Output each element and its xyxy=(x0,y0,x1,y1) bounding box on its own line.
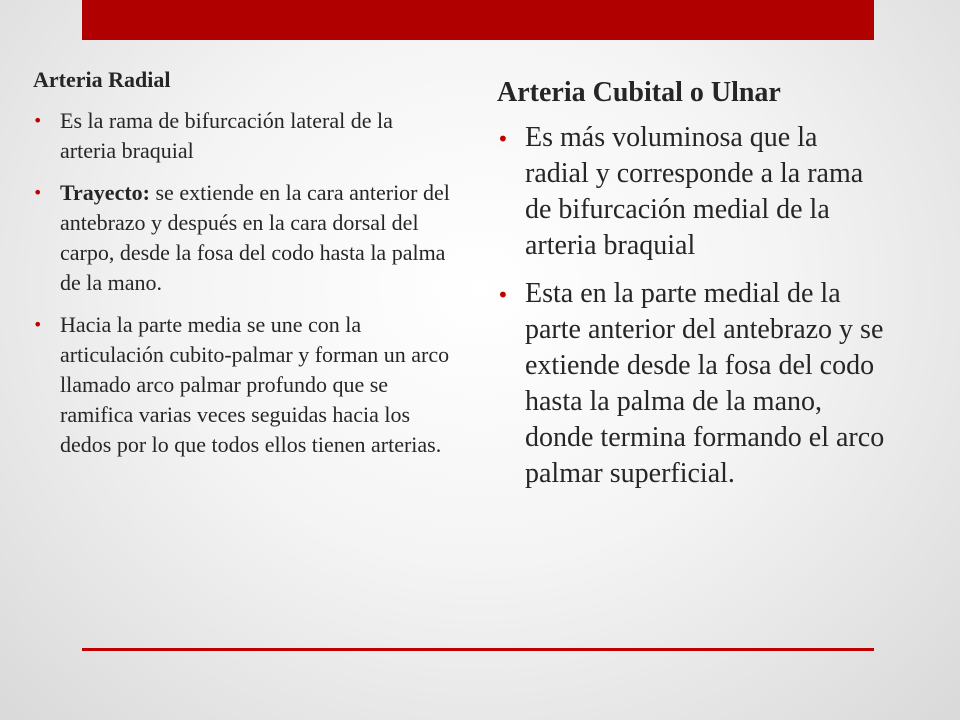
right-bullet-item xyxy=(497,120,887,264)
right-heading: Arteria Cubital o Ulnar xyxy=(497,77,781,108)
bullet-text: Es la rama de bifurcación lateral de la arteria braquial xyxy=(60,108,393,163)
left-bullet-list xyxy=(33,106,453,460)
bullet-icon: • xyxy=(33,111,43,130)
bullet-text: Esta en la parte medial de la parte anterior del antebrazo y se extiende desde la fosa del codo hasta la palma de la mano, donde termina formando el arco palmar superficial. xyxy=(525,278,885,489)
bullet-text: Hacia la parte media se une con la articulación cubito-palmar y forman un arco llamado arco palmar profundo que se ramifica varias veces seguidas hacia los dedos por lo que todos ellos tienen arterias. xyxy=(60,312,450,457)
bullet-icon: • xyxy=(33,315,43,334)
bullet-icon: • xyxy=(33,183,43,202)
bullet-bold-label: Trayecto: xyxy=(60,180,150,205)
top-accent-bar xyxy=(82,0,874,40)
right-column xyxy=(497,76,887,504)
right-bullet-item xyxy=(497,276,887,492)
right-bullet-list xyxy=(497,120,887,492)
bottom-divider-line xyxy=(82,648,874,651)
bullet-text: Es más voluminosa que la radial y corresponde a la rama de bifurcación medial de la arteria braquial xyxy=(525,122,864,261)
left-bullet-item xyxy=(33,178,453,298)
bullet-text: se extiende en la cara anterior del antebrazo y después en la cara dorsal del carpo, desde la fosa del codo hasta la palma de la mano. xyxy=(60,180,450,295)
bullet-icon: • xyxy=(497,127,509,151)
left-bullet-item xyxy=(33,106,453,166)
left-heading: Arteria Radial xyxy=(33,67,171,92)
left-column xyxy=(33,66,453,472)
bullet-icon: • xyxy=(497,283,509,307)
left-bullet-item xyxy=(33,310,453,460)
